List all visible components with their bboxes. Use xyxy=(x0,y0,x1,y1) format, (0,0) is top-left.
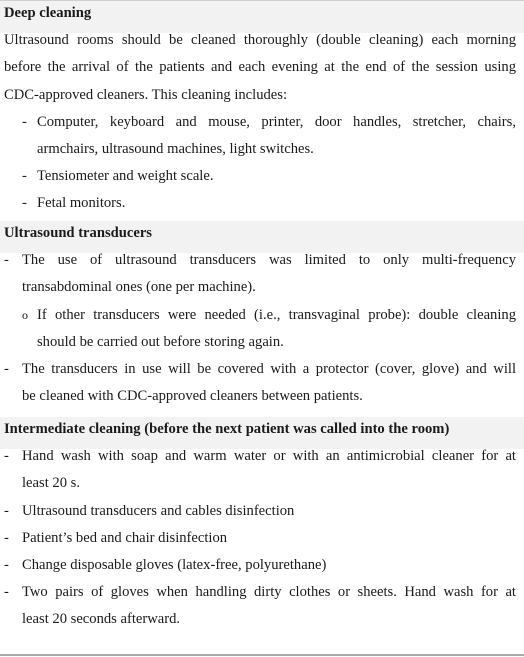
dash-bullet: - xyxy=(4,502,9,519)
list-item xyxy=(4,552,516,579)
text-line: least 20 s. xyxy=(22,475,80,492)
list-item xyxy=(4,579,516,633)
list-item xyxy=(4,247,516,301)
dash-bullet: - xyxy=(22,113,27,130)
text-line: Hand wash with soap and warm water or with an antimicrobial cleaner for at xyxy=(22,448,516,465)
list-item xyxy=(4,443,516,497)
intro-paragraph xyxy=(4,27,516,109)
dash-bullet: - xyxy=(4,361,9,378)
list-item xyxy=(4,109,516,163)
text-line: Change disposable gloves (latex-free, polyurethane) xyxy=(22,557,327,574)
text-line: The transducers in use will be covered with a protector (cover, glove) and will xyxy=(22,361,516,378)
section-title: Deep cleaning xyxy=(4,5,92,21)
text-line: before the arrival of the patients and each evening at the end of the session using xyxy=(4,59,516,76)
text-line: Ultrasound rooms should be cleaned thoroughly (double cleaning) each morning xyxy=(4,32,516,49)
section-title: Ultrasound transducers xyxy=(4,225,152,241)
circle-bullet: o xyxy=(22,307,28,322)
dash-bullet: - xyxy=(4,448,9,465)
list-item xyxy=(4,525,516,552)
text-line: Patient’s bed and chair disinfection xyxy=(22,529,228,546)
text-line: transabdominal ones (one per machine). xyxy=(22,279,256,296)
dash-bullet: - xyxy=(4,529,9,546)
section-title: Intermediate cleaning (before the next patient was called into the room) xyxy=(4,421,450,437)
section-ultrasound-transducers xyxy=(4,220,516,410)
text-line: The use of ultrasound transducers was limited to only multi-frequency xyxy=(22,252,516,269)
dash-bullet: - xyxy=(4,584,9,601)
text-line: Ultrasound transducers and cables disinfection xyxy=(22,502,295,519)
dash-bullet: - xyxy=(22,195,27,212)
bottom-rule xyxy=(0,654,524,656)
list-item xyxy=(4,356,516,410)
text-line: least 20 seconds afterward. xyxy=(22,611,181,628)
list-item xyxy=(4,498,516,525)
text-line: CDC-approved cleaners. This cleaning includes: xyxy=(4,86,288,103)
text-line: armchairs, ultrasound machines, light switches. xyxy=(37,141,314,158)
section-intermediate-cleaning xyxy=(4,416,516,634)
list-item xyxy=(4,302,516,356)
list-item xyxy=(4,190,516,217)
dash-bullet: - xyxy=(4,252,9,269)
text-line: Two pairs of gloves when handling dirty clothes or sheets. Hand wash for at xyxy=(22,584,516,601)
text-line: If other transducers were needed (i.e., transvaginal probe): double cleaning xyxy=(37,306,516,323)
section-deep-cleaning xyxy=(4,0,516,218)
dash-bullet: - xyxy=(4,557,9,574)
text-line: should be carried out before storing again. xyxy=(37,333,284,350)
text-line: Tensiometer and weight scale. xyxy=(37,168,214,185)
text-line: be cleaned with CDC-approved cleaners between patients. xyxy=(22,388,363,405)
text-line: Fetal monitors. xyxy=(37,195,126,212)
text-line: Computer, keyboard and mouse, printer, door handles, stretcher, chairs, xyxy=(37,113,516,130)
dash-bullet: - xyxy=(22,168,27,185)
list-item xyxy=(4,163,516,190)
